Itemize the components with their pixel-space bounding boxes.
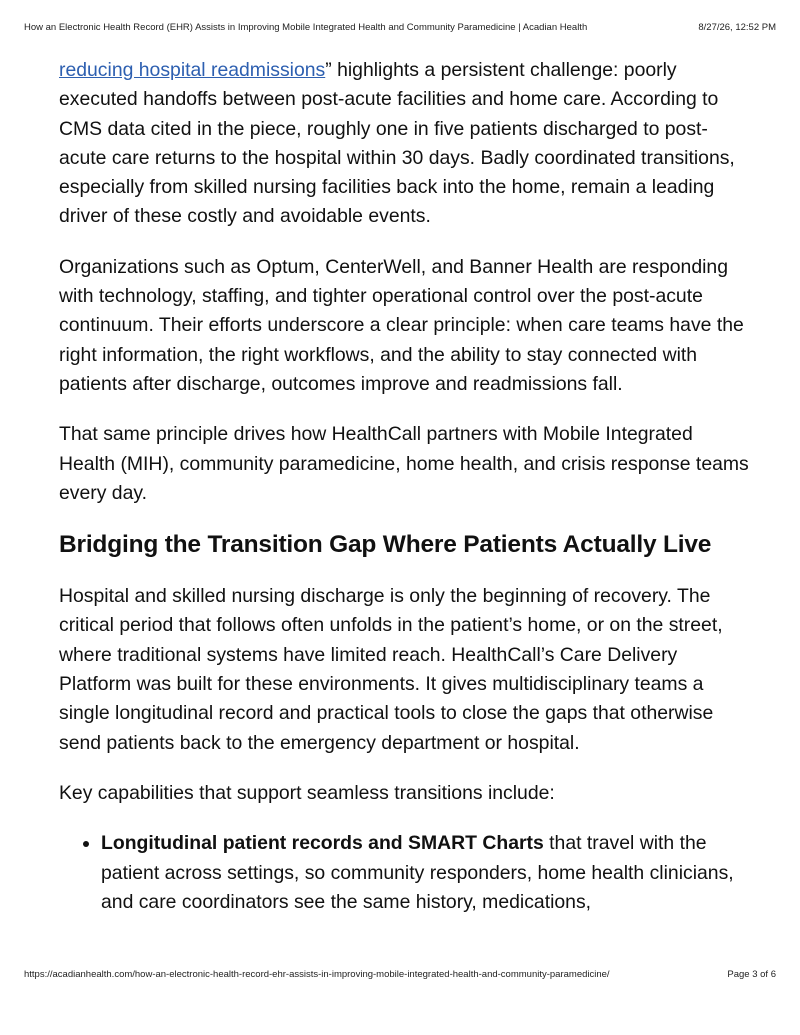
paragraph-1 xyxy=(59,56,749,232)
list-item-text: that travel with the patient across settings, so community responders, home health clinicians, and care coordinators see the same history, medications, xyxy=(101,832,734,913)
paragraph-2: Organizations such as Optum, CenterWell, and Banner Health are responding with technology, staffing, and tighter operational control over the post-acute continuum. Their efforts underscore a clear principle: when care teams have the right information, the right workflows, and the ability to stay connected with patients after discharge, outcomes improve and readmissions fall. xyxy=(59,255,744,395)
print-footer xyxy=(24,969,776,980)
capabilities-list xyxy=(59,829,749,917)
paragraph-3: That same principle drives how HealthCall partners with Mobile Integrated Health (MIH), community paramedicine, home health, and crisis response teams every day. xyxy=(59,423,749,504)
list-item xyxy=(101,829,749,917)
paragraph-1-text: ” highlights a persistent challenge: poorly executed handoffs between post-acute facilities and home care. According to CMS data cited in the piece, roughly one in five patients discharged to post-acute care returns to the hospital within 30 days. Badly coordinated transitions, especially from skilled nursing facilities back into the home, remain a leading driver of these costly and avoidable events. xyxy=(59,59,735,228)
print-header-datetime: 8/27/26, 12:52 PM xyxy=(698,22,776,33)
readmissions-link[interactable]: reducing hospital readmissions xyxy=(59,59,326,81)
print-header-title: How an Electronic Health Record (EHR) Assists in Improving Mobile Integrated Health and Community Paramedicine | Acadian Health xyxy=(24,22,588,33)
section-heading: Bridging the Transition Gap Where Patients Actually Live xyxy=(59,531,712,559)
paragraph-5: Key capabilities that support seamless transitions include: xyxy=(59,781,555,804)
print-footer-page: Page 3 of 6 xyxy=(727,969,776,980)
list-item-bold: Longitudinal patient records and SMART Charts xyxy=(101,832,544,855)
print-footer-url: https://acadianhealth.com/how-an-electronic-health-record-ehr-assists-in-improving-mobile-integrated-health-and-community-paramedicine/ xyxy=(24,969,610,980)
paragraph-4: Hospital and skilled nursing discharge is only the beginning of recovery. The critical period that follows often unfolds in the patient’s home, or on the street, where traditional systems have limited reach. HealthCall’s Care Delivery Platform was built for these environments. It gives multidisciplinary teams a single longitudinal record and practical tools to close the gaps that otherwise send patients back to the emergency department or hospital. xyxy=(59,585,723,754)
article-content xyxy=(59,56,749,917)
print-header xyxy=(24,22,776,33)
